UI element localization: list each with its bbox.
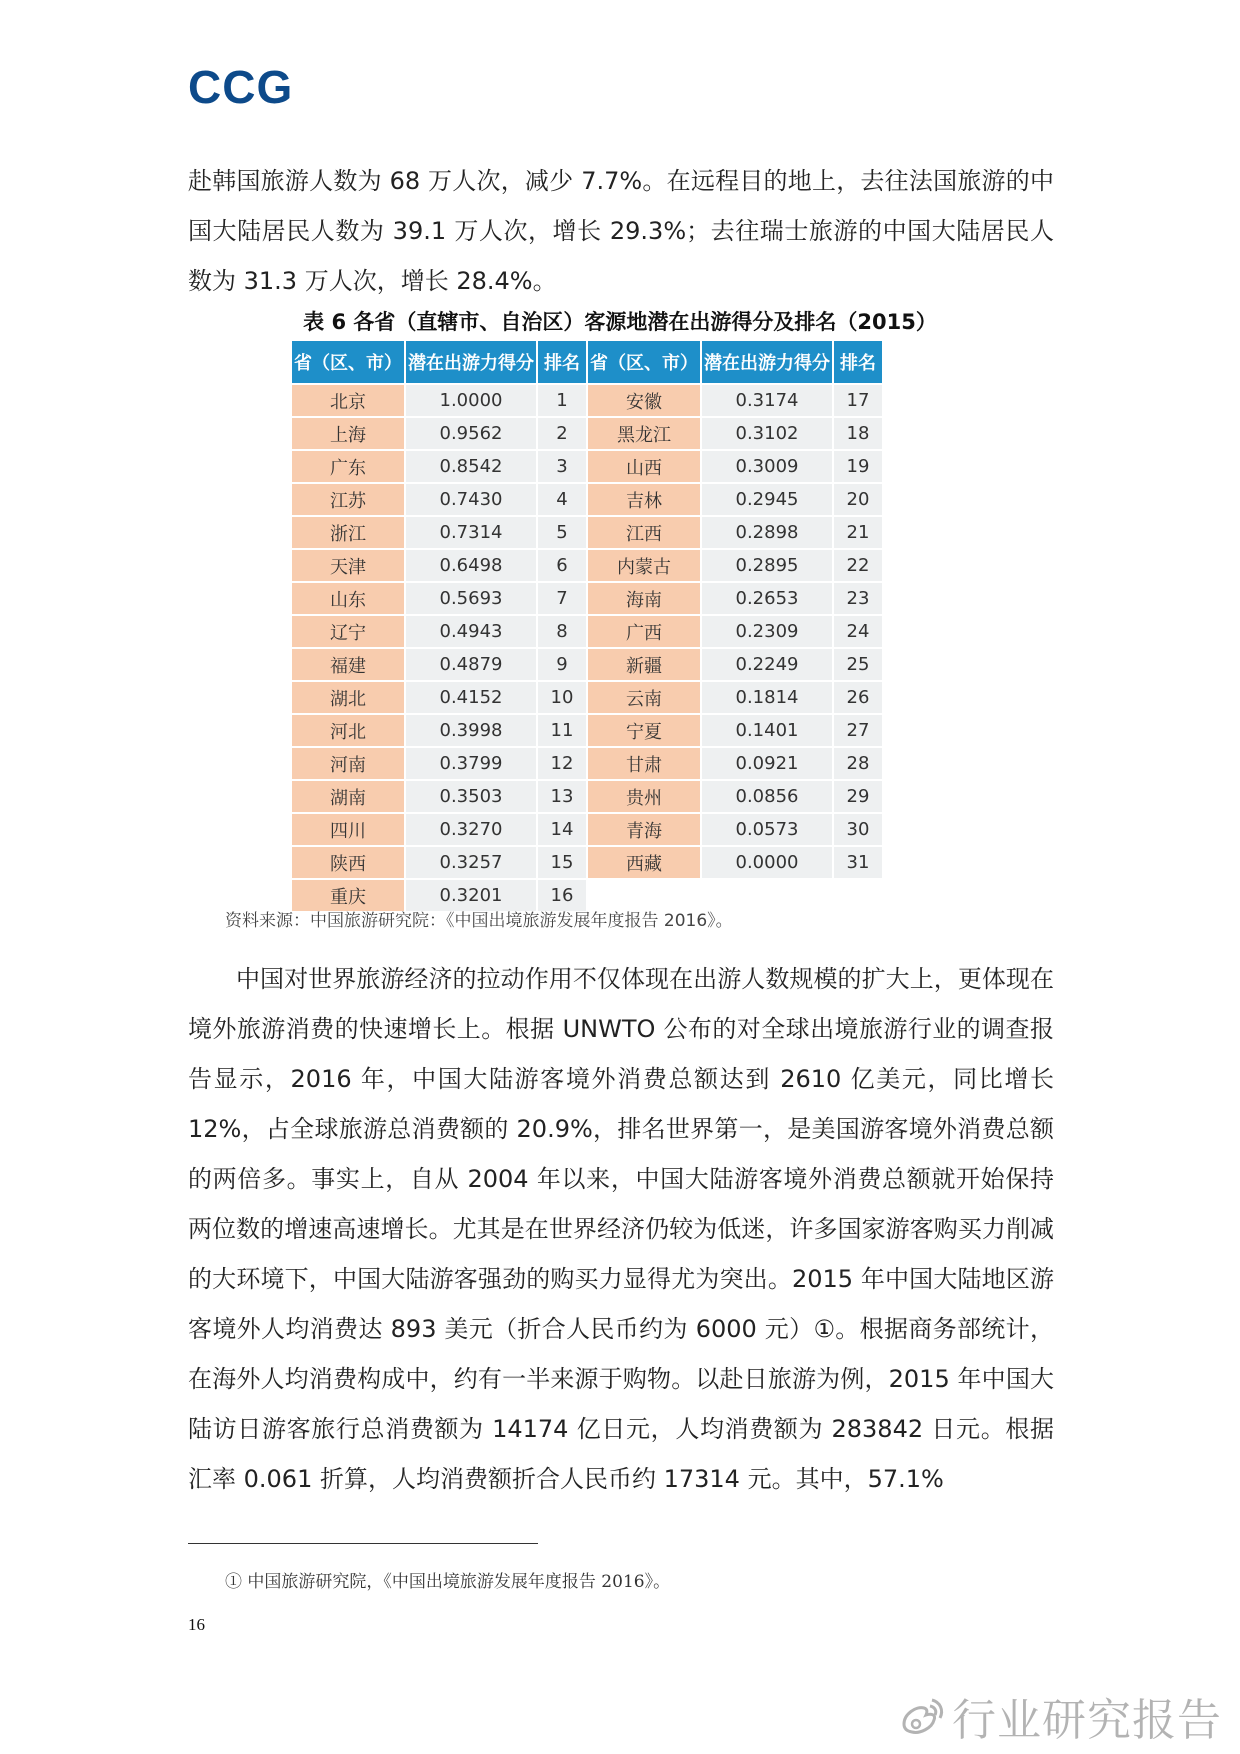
score-cell: 0.9562 <box>405 417 537 450</box>
column-header-province: 省（区、市） <box>291 340 405 384</box>
province-cell: 江苏 <box>291 483 405 516</box>
rank-cell: 15 <box>537 846 587 879</box>
province-cell: 天津 <box>291 549 405 582</box>
weibo-style-logo-icon <box>898 1692 946 1740</box>
rank-cell: 13 <box>537 780 587 813</box>
table-row <box>291 681 883 714</box>
score-cell: 0.2249 <box>701 648 833 681</box>
rank-cell: 9 <box>537 648 587 681</box>
column-header-rank: 排名 <box>537 340 587 384</box>
footnote: ① 中国旅游研究院，《中国出境旅游发展年度报告 2016》。 <box>225 1572 671 1592</box>
rank-cell: 29 <box>833 780 883 813</box>
score-cell: 0.4943 <box>405 615 537 648</box>
province-cell: 贵州 <box>587 780 701 813</box>
score-cell: 0.0573 <box>701 813 833 846</box>
province-cell: 甘肃 <box>587 747 701 780</box>
province-cell: 吉林 <box>587 483 701 516</box>
table-row <box>291 846 883 879</box>
score-cell: 0.6498 <box>405 549 537 582</box>
column-header-score: 潜在出游力得分 <box>405 340 537 384</box>
province-cell: 新疆 <box>587 648 701 681</box>
column-header-rank: 排名 <box>833 340 883 384</box>
province-cell: 山东 <box>291 582 405 615</box>
province-cell: 内蒙古 <box>587 549 701 582</box>
page-number: 16 <box>188 1615 205 1634</box>
score-cell: 0.2945 <box>701 483 833 516</box>
score-cell: 0.3270 <box>405 813 537 846</box>
score-cell: 0.4879 <box>405 648 537 681</box>
score-cell: 0.3102 <box>701 417 833 450</box>
rank-cell: 18 <box>833 417 883 450</box>
score-cell: 0.3257 <box>405 846 537 879</box>
column-header-province: 省（区、市） <box>587 340 701 384</box>
province-cell: 重庆 <box>291 879 405 912</box>
rank-cell: 5 <box>537 516 587 549</box>
score-cell: 0.1814 <box>701 681 833 714</box>
score-cell: 0.3009 <box>701 450 833 483</box>
score-cell: 0.4152 <box>405 681 537 714</box>
score-cell: 0.3503 <box>405 780 537 813</box>
province-cell: 广东 <box>291 450 405 483</box>
rank-cell: 26 <box>833 681 883 714</box>
rank-cell: 27 <box>833 714 883 747</box>
footnote-divider <box>188 1543 538 1544</box>
score-cell: 0.7314 <box>405 516 537 549</box>
table-body <box>291 384 883 912</box>
rank-cell: 14 <box>537 813 587 846</box>
table-header-row <box>291 340 883 384</box>
province-cell: 海南 <box>587 582 701 615</box>
table-row <box>291 714 883 747</box>
rank-cell: 25 <box>833 648 883 681</box>
score-cell: 0.8542 <box>405 450 537 483</box>
rank-cell: 21 <box>833 516 883 549</box>
rank-cell: 10 <box>537 681 587 714</box>
province-cell: 陕西 <box>291 846 405 879</box>
rank-cell: 23 <box>833 582 883 615</box>
score-cell: 0.2653 <box>701 582 833 615</box>
province-score-table <box>290 339 884 913</box>
table-row <box>291 813 883 846</box>
ccg-logo: CCG <box>188 61 294 113</box>
rank-cell: 17 <box>833 384 883 417</box>
province-cell: 青海 <box>587 813 701 846</box>
province-cell: 四川 <box>291 813 405 846</box>
score-cell: 0.5693 <box>405 582 537 615</box>
table-row <box>291 516 883 549</box>
score-cell: 0.0000 <box>701 846 833 879</box>
body-paragraph-2: 中国对世界旅游经济的拉动作用不仅体现在出游人数规模的扩大上，更体现在境外旅游消费的快速增长上。根据 UNWTO 公布的对全球出境旅游行业的调查报告显示，2016 年，中国大陆游客境外消费总额达到 2610 亿美元，同比增长 12%，占全球旅游总消费额的 20.9%，排名世界第一，是美国游客境外消费总额的两倍多。事实上，自从 2004 年以来，中国大陆游客境外消费总额就开始保持两位数的增速高速增长。尤其是在世界经济仍较为低迷，许多国家游客购买力削减的大环境下，中国大陆游客强劲的购买力显得尤为突出。2015 年中国大陆地区游客境外人均消费达 893 美元（折合人民币约为 6000 元）①。根据商务部统计，在海外人均消费构成中，约有一半来源于购物。以赴日旅游为例，2015 年中国大陆访日游客旅行总消费额为 14174 亿日元，人均消费额为 283842 日元。根据汇率 0.061 折算，人均消费额折合人民币约 17314 元。其中，57.1% <box>188 965 1054 1493</box>
rank-cell: 3 <box>537 450 587 483</box>
province-cell: 湖南 <box>291 780 405 813</box>
score-cell: 0.3799 <box>405 747 537 780</box>
province-cell: 浙江 <box>291 516 405 549</box>
score-cell: 0.3998 <box>405 714 537 747</box>
province-cell: 北京 <box>291 384 405 417</box>
score-cell: 0.2895 <box>701 549 833 582</box>
rank-cell: 16 <box>537 879 587 912</box>
table-row <box>291 747 883 780</box>
rank-cell: 30 <box>833 813 883 846</box>
table-source-note: 资料来源：中国旅游研究院：《中国出境旅游发展年度报告 2016》。 <box>225 911 733 931</box>
province-cell: 河南 <box>291 747 405 780</box>
watermark-text: 行业研究报告 <box>952 1695 1222 1746</box>
province-cell: 上海 <box>291 417 405 450</box>
province-cell: 西藏 <box>587 846 701 879</box>
rank-cell: 20 <box>833 483 883 516</box>
province-cell: 福建 <box>291 648 405 681</box>
score-cell: 0.7430 <box>405 483 537 516</box>
rank-cell: 12 <box>537 747 587 780</box>
rank-cell: 6 <box>537 549 587 582</box>
score-cell: 0.2898 <box>701 516 833 549</box>
table-row <box>291 582 883 615</box>
score-cell: 0.3201 <box>405 879 537 912</box>
province-cell: 宁夏 <box>587 714 701 747</box>
province-cell: 山西 <box>587 450 701 483</box>
province-cell: 河北 <box>291 714 405 747</box>
rank-cell <box>833 879 883 912</box>
rank-cell: 2 <box>537 417 587 450</box>
rank-cell: 19 <box>833 450 883 483</box>
table-row <box>291 549 883 582</box>
province-cell: 云南 <box>587 681 701 714</box>
province-cell: 辽宁 <box>291 615 405 648</box>
table-row <box>291 384 883 417</box>
table-row <box>291 417 883 450</box>
province-cell: 安徽 <box>587 384 701 417</box>
province-cell: 黑龙江 <box>587 417 701 450</box>
table-row <box>291 648 883 681</box>
body-paragraph-1: 赴韩国旅游人数为 68 万人次，减少 7.7%。在远程目的地上，去往法国旅游的中国大陆居民人数为 39.1 万人次，增长 29.3%；去往瑞士旅游的中国大陆居民人数为 31.3 万人次，增长 28.4%。 <box>188 167 1054 295</box>
score-cell: 0.0921 <box>701 747 833 780</box>
rank-cell: 8 <box>537 615 587 648</box>
table-row <box>291 780 883 813</box>
rank-cell: 22 <box>833 549 883 582</box>
rank-cell: 1 <box>537 384 587 417</box>
rank-cell: 7 <box>537 582 587 615</box>
score-cell: 0.0856 <box>701 780 833 813</box>
rank-cell: 11 <box>537 714 587 747</box>
table-row <box>291 450 883 483</box>
table-row <box>291 615 883 648</box>
watermark <box>898 1684 1222 1748</box>
table-row <box>291 483 883 516</box>
column-header-score: 潜在出游力得分 <box>701 340 833 384</box>
rank-cell: 24 <box>833 615 883 648</box>
table-title: 表 6 各省（直辖市、自治区）客源地潜在出游得分及排名（2015） <box>303 310 937 334</box>
rank-cell: 4 <box>537 483 587 516</box>
score-cell: 0.1401 <box>701 714 833 747</box>
score-cell: 0.2309 <box>701 615 833 648</box>
rank-cell: 28 <box>833 747 883 780</box>
province-cell: 湖北 <box>291 681 405 714</box>
province-cell: 广西 <box>587 615 701 648</box>
score-cell: 1.0000 <box>405 384 537 417</box>
province-cell: 江西 <box>587 516 701 549</box>
score-cell: 0.3174 <box>701 384 833 417</box>
rank-cell: 31 <box>833 846 883 879</box>
